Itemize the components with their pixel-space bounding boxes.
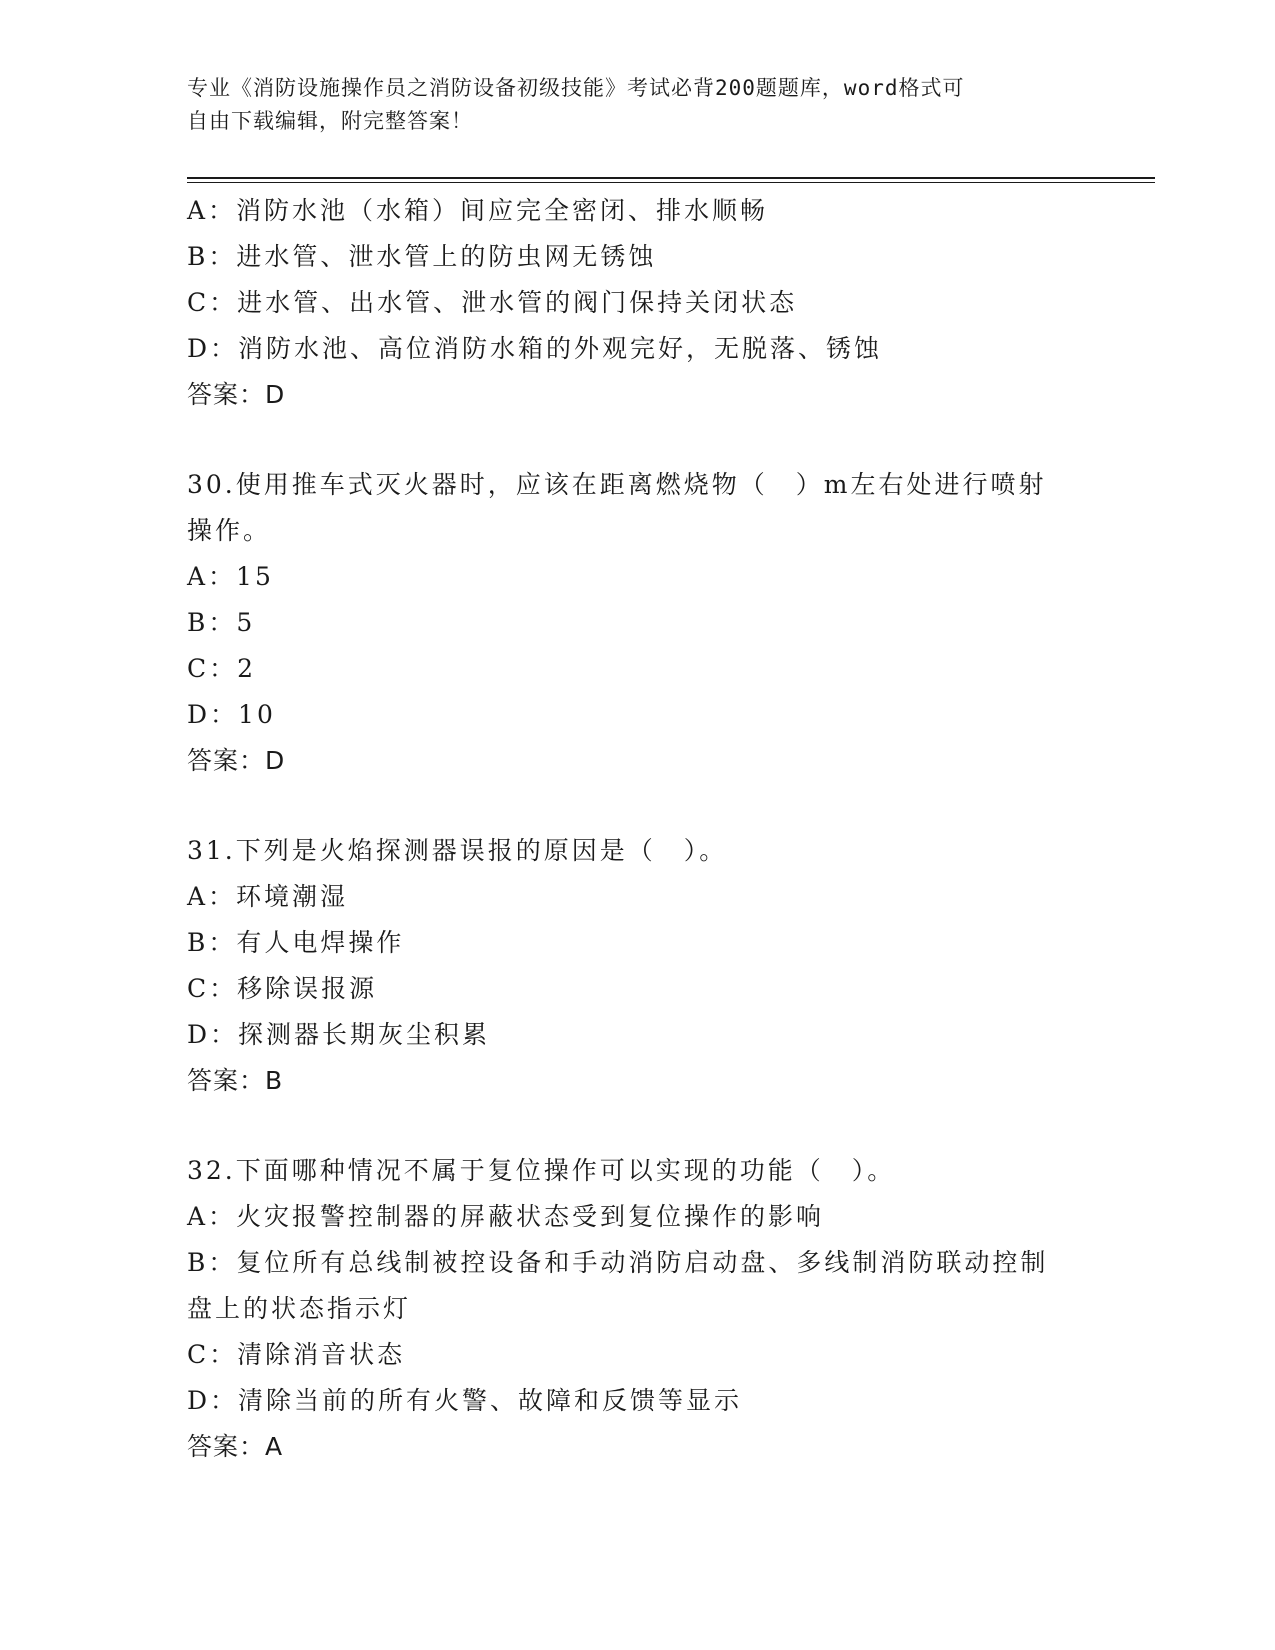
- question-29-block: [187, 188, 1077, 418]
- q29-option-b: B：进水管、泄水管上的防虫网无锈蚀: [187, 242, 657, 271]
- q29-answer: 答案：D: [187, 380, 286, 409]
- header-line-2: 自由下载编辑，附完整答案！: [187, 109, 473, 133]
- header-line-1: 专业《消防设施操作员之消防设备初级技能》考试必背200题题库，word格式可: [187, 76, 965, 100]
- q29-option-c: C：进水管、出水管、泄水管的阀门保持关闭状态: [187, 288, 798, 317]
- q29-option-a: A：消防水池（水箱）间应完全密闭、排水顺畅: [187, 196, 769, 225]
- q31-option-b: B：有人电焊操作: [187, 928, 405, 957]
- q30-question-line-2: 操作。: [187, 516, 272, 545]
- q32-answer: 答案：A: [187, 1432, 284, 1461]
- question-32-block: [187, 1148, 1077, 1470]
- q32-option-d: D：清除当前的所有火警、故障和反馈等显示: [187, 1386, 743, 1415]
- q31-option-c: C：移除误报源: [187, 974, 378, 1003]
- question-content: [187, 188, 1077, 1470]
- q30-option-b: B：5: [187, 608, 256, 637]
- q30-option-c: C：2: [187, 654, 257, 683]
- q29-option-d: D：消防水池、高位消防水箱的外观完好，无脱落、锈蚀: [187, 334, 883, 363]
- q32-option-c: C：清除消音状态: [187, 1340, 406, 1369]
- q30-option-d: D：10: [187, 700, 276, 729]
- q32-option-b: B：复位所有总线制被控设备和手动消防启动盘、多线制消防联动控制: [187, 1248, 1049, 1277]
- q31-option-d: D：探测器长期灰尘积累: [187, 1020, 491, 1049]
- q31-answer: 答案：B: [187, 1066, 284, 1095]
- q30-answer: 答案：D: [187, 746, 286, 775]
- document-header: [187, 72, 1067, 138]
- header-rule-thick: [187, 177, 1155, 179]
- spacer: [187, 1104, 1077, 1148]
- header-rule-thin: [187, 182, 1155, 183]
- question-31-block: [187, 828, 1077, 1104]
- q30-question-line-1: 30.使用推车式灭火器时，应该在距离燃烧物（ ）m左右处进行喷射: [187, 470, 1047, 499]
- q31-question-line-1: 31.下列是火焰探测器误报的原因是（ ）。: [187, 836, 728, 865]
- q32-question-line-1: 32.下面哪种情况不属于复位操作可以实现的功能（ ）。: [187, 1156, 896, 1185]
- q32-option-b-continued: 盘上的状态指示灯: [187, 1294, 412, 1323]
- q31-option-a: A：环境潮湿: [187, 882, 349, 911]
- spacer: [187, 418, 1077, 462]
- spacer: [187, 784, 1077, 828]
- q30-option-a: A：15: [187, 562, 274, 591]
- question-30-block: [187, 462, 1077, 784]
- q32-option-a: A：火灾报警控制器的屏蔽状态受到复位操作的影响: [187, 1202, 825, 1231]
